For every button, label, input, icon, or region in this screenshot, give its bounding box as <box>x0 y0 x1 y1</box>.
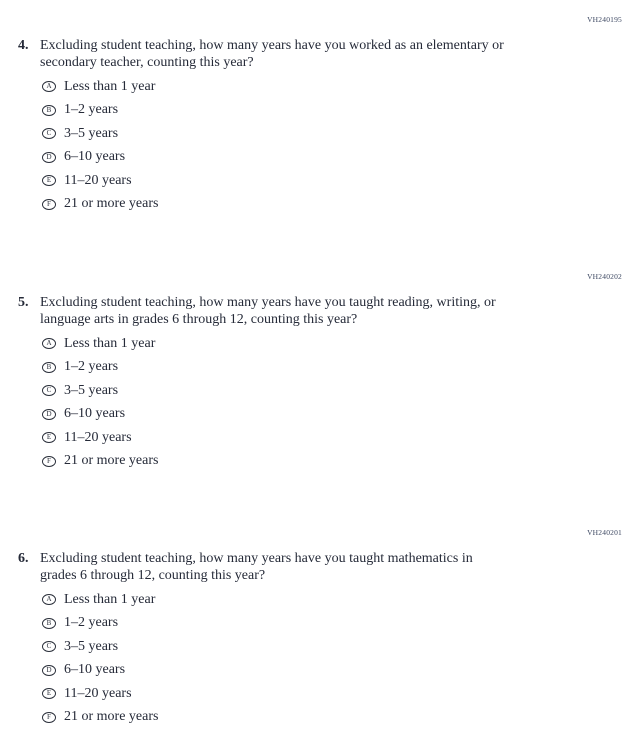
item-code: VH240202 <box>587 272 622 281</box>
option-label: 21 or more years <box>64 453 159 469</box>
answer-option <box>42 99 627 123</box>
option-bubble-b[interactable]: B <box>42 618 56 629</box>
option-bubble-d[interactable]: D <box>42 152 56 163</box>
option-label: 1–2 years <box>64 615 119 631</box>
question-row <box>0 38 627 71</box>
answer-option <box>42 356 627 380</box>
option-bubble-c[interactable]: C <box>42 385 56 396</box>
option-label: 1–2 years <box>64 359 119 375</box>
question-block-5 <box>0 272 627 473</box>
question-block-6 <box>0 528 627 729</box>
question-block-4 <box>0 15 627 216</box>
option-bubble-a[interactable]: A <box>42 594 56 605</box>
question-text-line: Excluding student teaching, how many years have you taught reading, writing, or <box>40 295 496 310</box>
option-label: 3–5 years <box>64 638 119 654</box>
option-label: 11–20 years <box>64 172 132 188</box>
option-label: Less than 1 year <box>64 335 156 351</box>
option-bubble-c[interactable]: C <box>42 641 56 652</box>
option-bubble-c[interactable]: C <box>42 128 56 139</box>
question-row <box>0 551 627 584</box>
item-code: VH240195 <box>587 15 622 24</box>
question-number: 4. <box>18 38 29 53</box>
option-bubble-a[interactable]: A <box>42 81 56 92</box>
answer-option <box>42 75 627 99</box>
question-text <box>40 551 473 584</box>
question-text-line: language arts in grades 6 through 12, counting this year? <box>40 311 358 327</box>
option-label: 3–5 years <box>64 382 119 398</box>
option-bubble-b[interactable]: B <box>42 105 56 116</box>
question-text-line: grades 6 through 12, counting this year? <box>40 567 266 583</box>
question-text-line: secondary teacher, counting this year? <box>40 54 254 70</box>
answer-option <box>42 450 627 474</box>
question-text-line: Excluding student teaching, how many years have you worked as an elementary or <box>40 38 504 53</box>
answer-option <box>42 426 627 450</box>
option-label: 21 or more years <box>64 196 159 212</box>
option-bubble-e[interactable]: E <box>42 432 56 443</box>
option-label: 1–2 years <box>64 102 119 118</box>
option-label: 21 or more years <box>64 709 159 725</box>
option-label: 6–10 years <box>64 406 126 422</box>
question-number: 5. <box>18 295 29 310</box>
option-label: 11–20 years <box>64 685 132 701</box>
item-code: VH240201 <box>587 528 622 537</box>
question-row <box>0 295 627 328</box>
option-label: Less than 1 year <box>64 78 156 94</box>
answer-option <box>42 612 627 636</box>
option-label: Less than 1 year <box>64 591 156 607</box>
option-bubble-d[interactable]: D <box>42 409 56 420</box>
question-text-line: Excluding student teaching, how many years have you taught mathematics in <box>40 551 473 566</box>
option-bubble-a[interactable]: A <box>42 338 56 349</box>
answer-option <box>42 193 627 217</box>
question-text <box>40 295 496 328</box>
option-label: 6–10 years <box>64 662 126 678</box>
option-label: 3–5 years <box>64 125 119 141</box>
answer-option <box>42 122 627 146</box>
question-number: 6. <box>18 551 29 566</box>
option-bubble-f[interactable]: F <box>42 199 56 210</box>
answer-option <box>42 169 627 193</box>
option-bubble-d[interactable]: D <box>42 665 56 676</box>
question-text <box>40 38 504 71</box>
answer-option <box>42 706 627 730</box>
answer-option <box>42 146 627 170</box>
answer-option <box>42 588 627 612</box>
option-bubble-e[interactable]: E <box>42 688 56 699</box>
answer-option <box>42 403 627 427</box>
option-bubble-f[interactable]: F <box>42 712 56 723</box>
answer-option <box>42 659 627 683</box>
option-bubble-b[interactable]: B <box>42 362 56 373</box>
answer-option <box>42 379 627 403</box>
answer-option <box>42 635 627 659</box>
option-label: 6–10 years <box>64 149 126 165</box>
option-bubble-f[interactable]: F <box>42 456 56 467</box>
answer-option <box>42 682 627 706</box>
answer-options <box>0 75 627 216</box>
answer-option <box>42 332 627 356</box>
answer-options <box>0 588 627 729</box>
option-bubble-e[interactable]: E <box>42 175 56 186</box>
option-label: 11–20 years <box>64 429 132 445</box>
answer-options <box>0 332 627 473</box>
